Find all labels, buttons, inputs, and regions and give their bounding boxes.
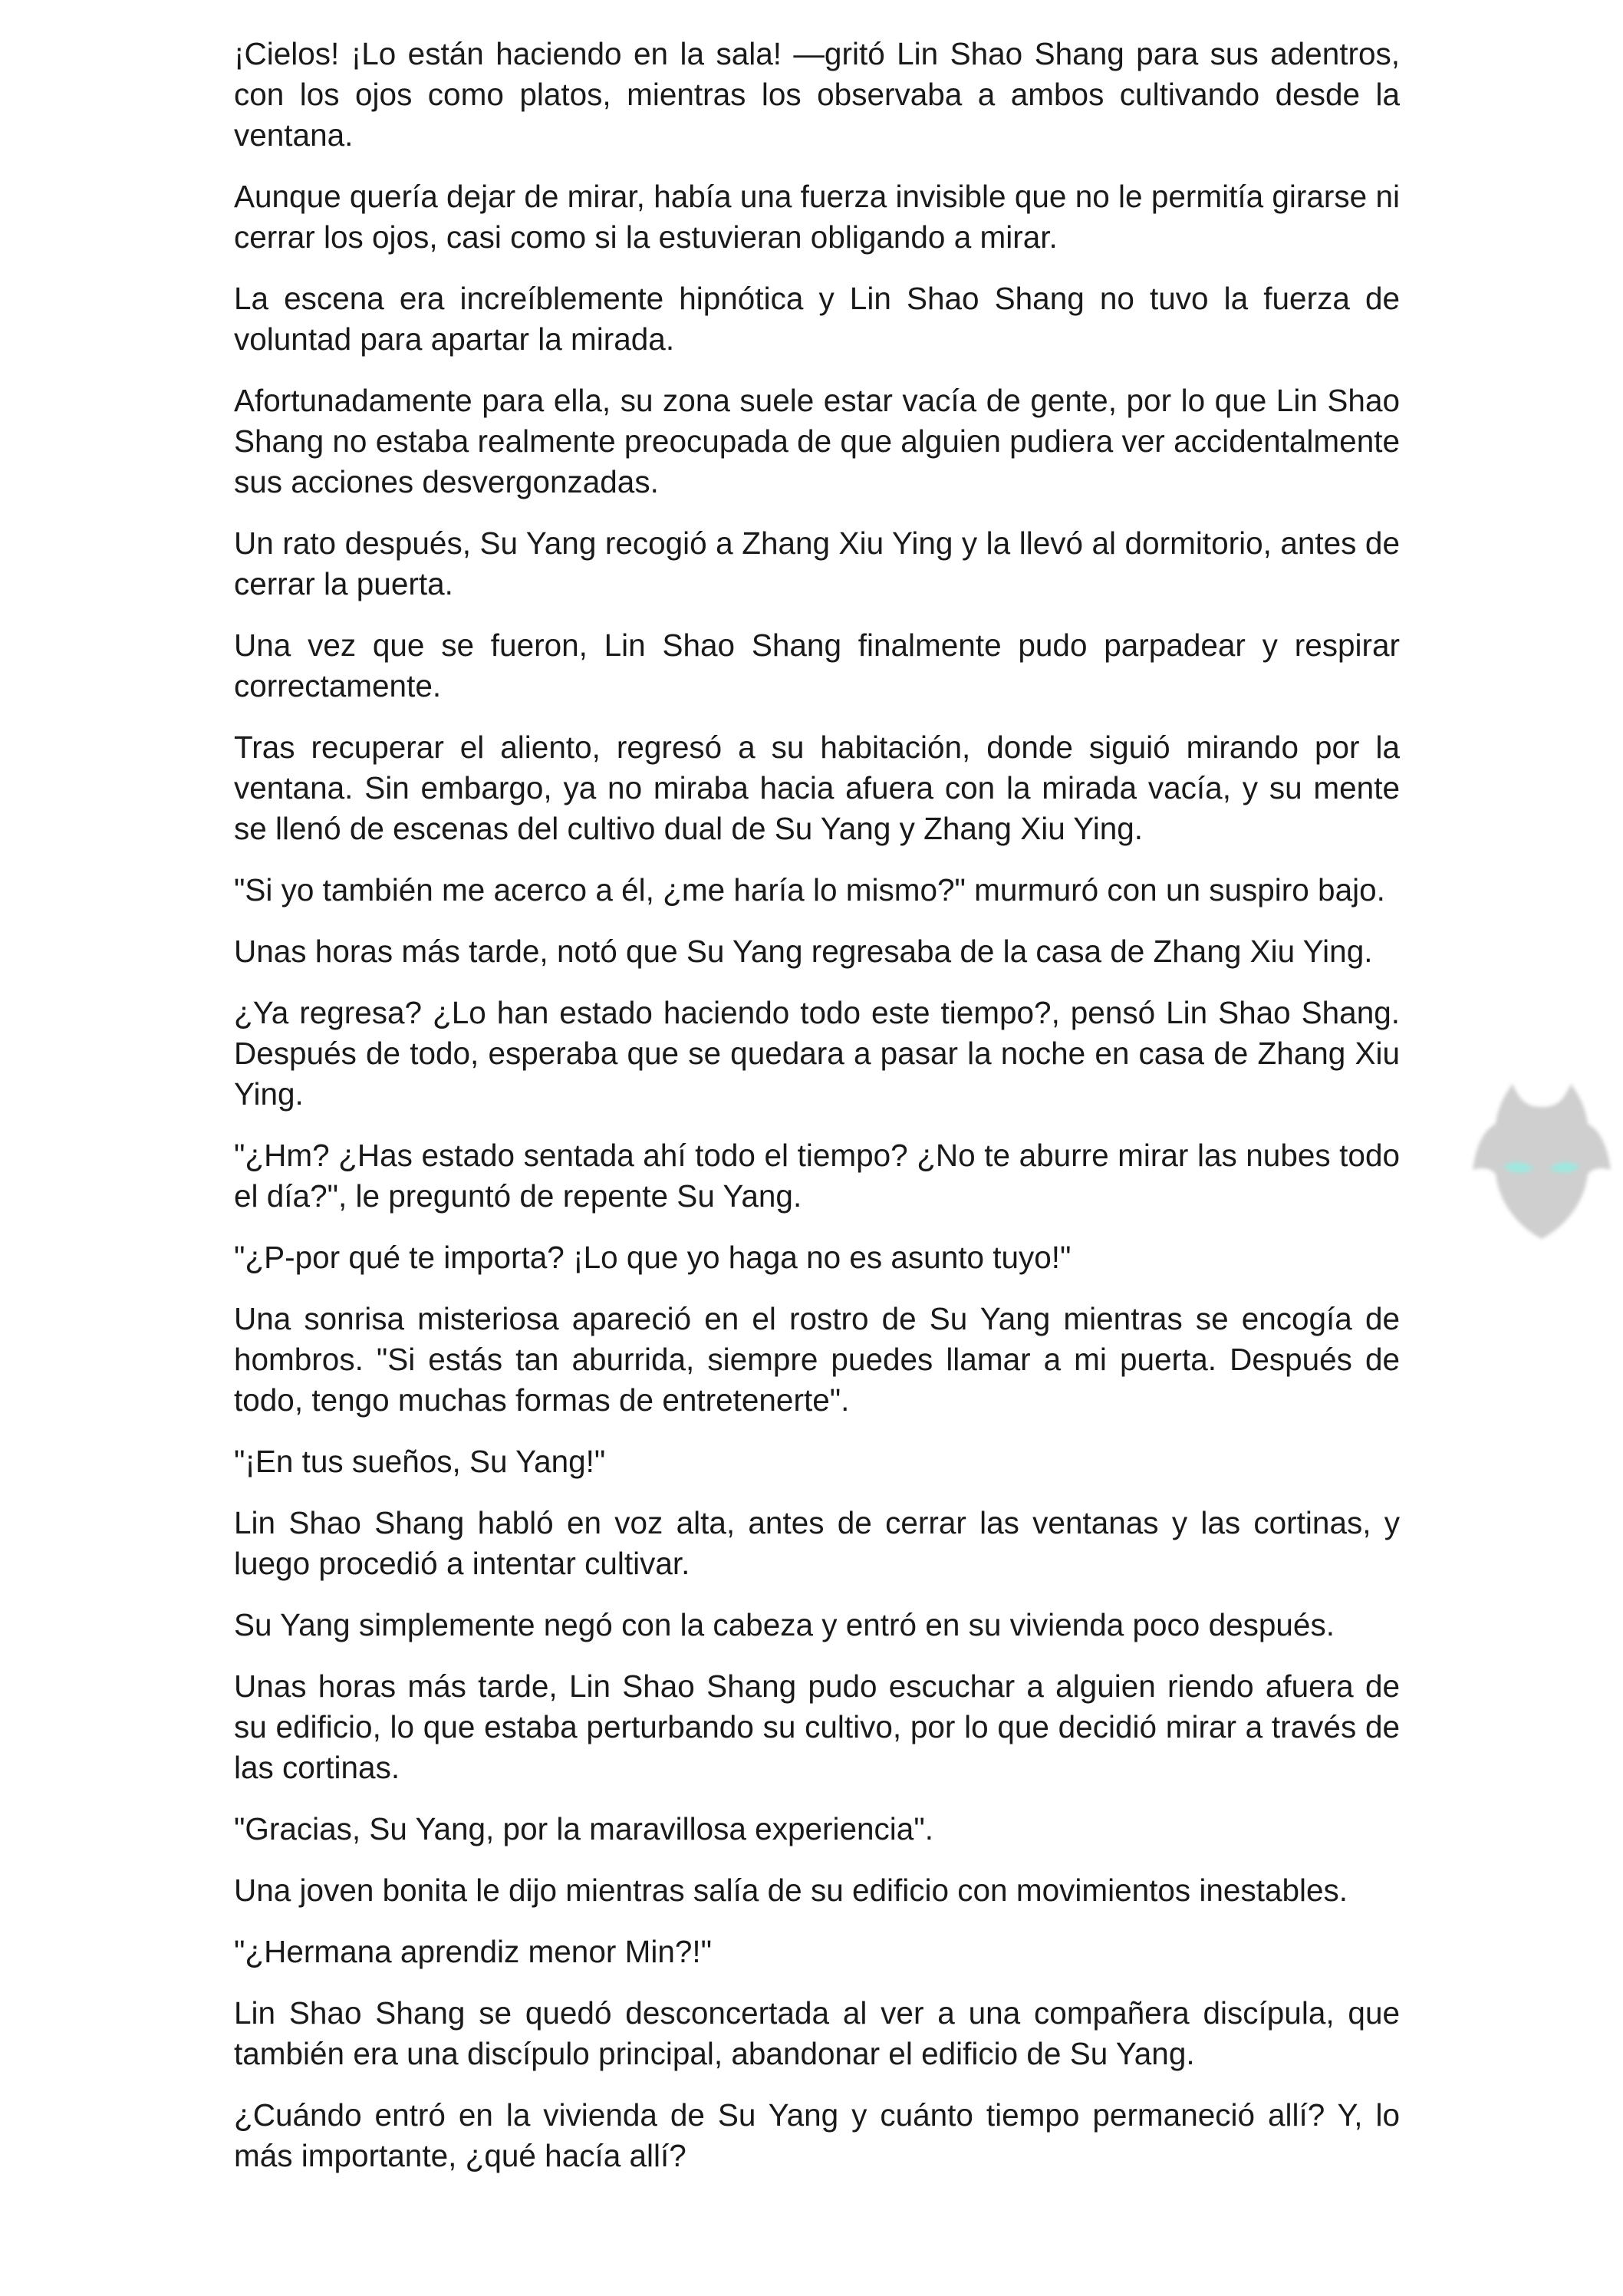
paragraph: Tras recuperar el aliento, regresó a su habitación, donde siguió mirando por la ventana. Sin embargo, ya no miraba hacia afuera con la mirada vacía, y su mente se llenó de escenas del cultivo dual de Su Yang y Zhang Xiu Ying. — [234, 730, 1400, 846]
paragraph: Lin Shao Shang se quedó desconcertada al ver a una compañera discípula, que también era una discípulo principal, abandonar el edificio de Su Yang. — [234, 1995, 1400, 2071]
paragraph: Unas horas más tarde, notó que Su Yang regresaba de la casa de Zhang Xiu Ying. — [234, 934, 1373, 969]
paragraph: Lin Shao Shang habló en voz alta, antes de cerrar las ventanas y las cortinas, y luego procedió a intentar cultivar. — [234, 1505, 1400, 1581]
paragraph: "¿Hermana aprendiz menor Min?!" — [234, 1934, 713, 1969]
paragraph: Unas horas más tarde, Lin Shao Shang pudo escuchar a alguien riendo afuera de su edificio, lo que estaba perturbando su cultivo, por lo que decidió mirar a través de las cortinas. — [234, 1668, 1400, 1785]
paragraph: Una joven bonita le dijo mientras salía de su edificio con movimientos inestables. — [234, 1873, 1348, 1908]
demon-head-icon — [1465, 1070, 1618, 1247]
paragraph: Aunque quería dejar de mirar, había una fuerza invisible que no le permitía girarse ni cerrar los ojos, casi como si la estuvieran obligando a mirar. — [234, 179, 1400, 255]
paragraph: "¡En tus sueños, Su Yang!" — [234, 1444, 606, 1479]
paragraph: "¿P-por qué te importa? ¡Lo que yo haga no es asunto tuyo!" — [234, 1240, 1072, 1275]
paragraph: "¿Hm? ¿Has estado sentada ahí todo el tiempo? ¿No te aburre mirar las nubes todo el día?", le preguntó de repente Su Yang. — [234, 1138, 1400, 1214]
paragraph: La escena era increíblemente hipnótica y Lin Shao Shang no tuvo la fuerza de voluntad para apartar la mirada. — [234, 281, 1400, 357]
paragraph: "Gracias, Su Yang, por la maravillosa experiencia". — [234, 1811, 933, 1846]
paragraph: Una vez que se fueron, Lin Shao Shang finalmente pudo parpadear y respirar correctamente. — [234, 628, 1400, 703]
paragraph: Un rato después, Su Yang recogió a Zhang Xiu Ying y la llevó al dormitorio, antes de cerrar la puerta. — [234, 525, 1400, 601]
paragraph: "Si yo también me acerco a él, ¿me haría lo mismo?" murmuró con un suspiro bajo. — [234, 872, 1385, 908]
paragraph: ¿Cuándo entró en la vivienda de Su Yang y cuánto tiempo permaneció allí? Y, lo más importante, ¿qué hacía allí? — [234, 2097, 1400, 2173]
paragraph: ¿Ya regresa? ¿Lo han estado haciendo todo este tiempo?, pensó Lin Shao Shang. Después de todo, esperaba que se quedara a pasar la noche en casa de Zhang Xiu Ying. — [234, 995, 1400, 1112]
paragraph: Su Yang simplemente negó con la cabeza y entró en su vivienda poco después. — [234, 1607, 1335, 1642]
paragraph: Una sonrisa misteriosa apareció en el rostro de Su Yang mientras se encogía de hombros. "Si estás tan aburrida, siempre puedes llamar a mi puerta. Después de todo, tengo muchas formas de entretenerte". — [234, 1301, 1400, 1418]
document-body — [234, 34, 1400, 2197]
demon-head-shape — [1473, 1084, 1611, 1239]
paragraph: ¡Cielos! ¡Lo están haciendo en la sala! —gritó Lin Shao Shang para sus adentros, con los ojos como platos, mientras los observaba a ambos cultivando desde la ventana. — [234, 36, 1400, 153]
paragraph: Afortunadamente para ella, su zona suele estar vacía de gente, por lo que Lin Shao Shang no estaba realmente preocupada de que alguien pudiera ver accidentalmente sus acciones desvergonzadas. — [234, 383, 1400, 499]
